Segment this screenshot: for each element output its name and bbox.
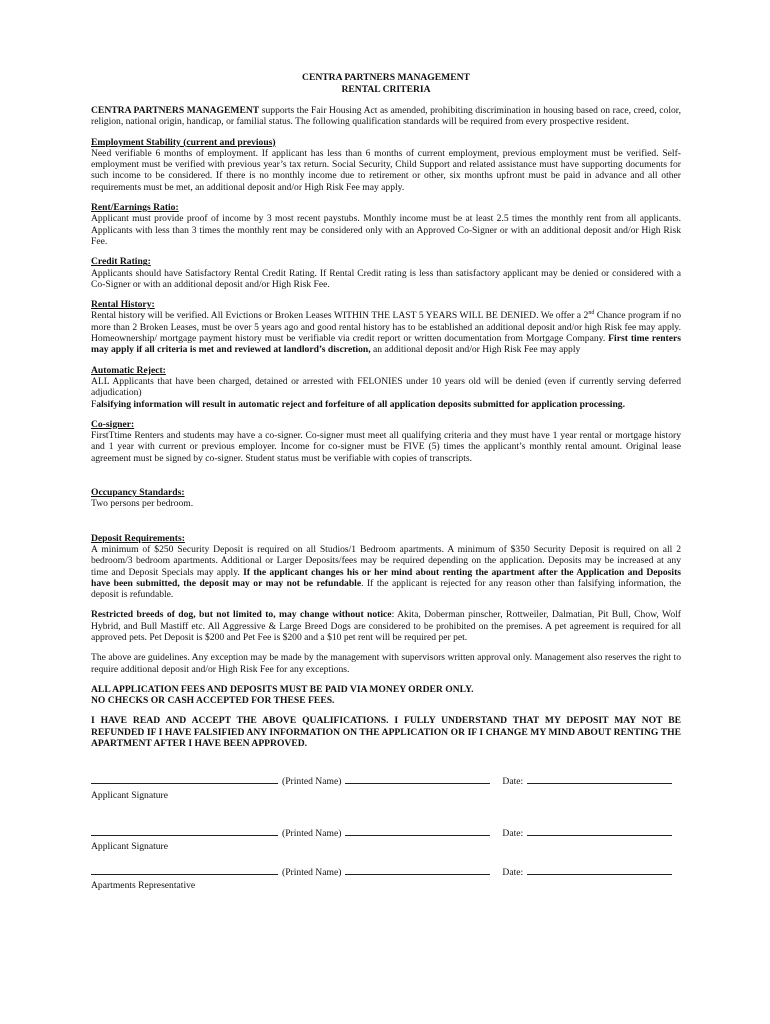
intro-company: CENTRA PARTNERS MANAGEMENT — [91, 105, 260, 116]
deposit-text-1: A minimum of $250 Security Deposit is required on all Studios/1 Bedroom apartments. A minimum of $350 Security Deposit is required on all 2 bedroom/3 bedroom apartments. Additional or Larger Deposits/fees may be required depending on the application. Deposits may be increased at any time and Deposit Specials may apply. — [91, 543, 681, 578]
deposit-section — [91, 533, 681, 601]
rent-earnings-section — [91, 202, 681, 247]
auto-reject-section — [91, 365, 681, 410]
date-line[interactable] — [527, 865, 672, 875]
printed-name-label: (Printed Name) — [282, 776, 342, 788]
date-line[interactable] — [527, 774, 672, 784]
auto-reject-lead: F — [91, 398, 97, 410]
pets-text-body: : Akita, Doberman pinscher, Rottweiler, Dalmatian, Pit Bull, Chow, Wolf Hybrid, and Bull Mastiff etc. All Aggressive & Large Breed Dogs are considered to be prohibited on the premises. A pet agreement is required for all approved pets. Pet Deposit is $200 and Pet Fee is $200 and a $10 pet rent will be required per pet. — [91, 609, 681, 643]
auto-reject-heading: Automatic Reject: — [91, 364, 166, 376]
acknowledgment-section — [91, 715, 681, 749]
signature-line[interactable] — [91, 774, 278, 784]
guidelines-section — [91, 652, 681, 675]
acknowledgment-text: I HAVE READ AND ACCEPT THE ABOVE QUALIFICATIONS. I FULLY UNDERSTAND THAT MY DEPOSIT MAY NOT BE REFUNDED IF I HAVE FALSIFIED ANY INFORMATION ON THE APPLICATION OR IF I CHANGE MY MIND ABOUT RENTING THE APARTMENT AFTER I HAVE BEEN APPROVED. — [91, 715, 681, 750]
deposit-bold: If the applicant changes his or her mind about renting the apartment after the Application and Deposits have been submitted, the deposit may or may not be refundable — [91, 566, 681, 589]
deposit-heading: Deposit Requirements: — [91, 532, 185, 544]
cosigner-text: FirstTtime Renters and students may have a co-signer. Co-signer must meet all qualifying criteria and they must have 1 year rental or mortgage history and 1 year with current or previous employer. Income for co-signer must be FIVE (5) times the applicant’s monthly rental amount. Original lease agreement must be signed by co-signer. Student status must be verifiable with copies of transcripts. — [91, 430, 681, 464]
pets-bold: Restricted breeds of dog, but not limited to, may change without notice — [91, 609, 392, 621]
rental-history-sup: nd — [588, 310, 595, 317]
signature-label: Applicant Signature — [91, 789, 168, 801]
fees-line-2: NO CHECKS OR CASH ACCEPTED FOR THESE FEES. — [91, 695, 335, 707]
signature-line[interactable] — [91, 826, 278, 836]
rental-history-section — [91, 299, 681, 355]
auto-reject-bold-text — [91, 399, 681, 410]
rental-history-text-2: Chance program if no more than 2 Broken Leases, must be over 5 years ago and good rental history has to be established an additional deposit and/or high Risk fee may apply. Homeownership/ mortgage payment history must be verifiable via credit report or written documentation from Mortgage Company. — [91, 310, 681, 345]
document-title: CENTRA PARTNERS MANAGEMENT — [302, 72, 470, 83]
rental-history-text-3: an additional deposit and/or High Risk Fee may apply — [370, 344, 581, 356]
printed-name-line[interactable] — [345, 774, 490, 784]
occupancy-heading: Occupancy Standards: — [91, 487, 185, 499]
deposit-text — [91, 544, 681, 600]
date-label: Date: — [502, 827, 524, 839]
employment-section — [91, 137, 681, 193]
rent-earnings-text: Applicant must provide proof of income by 3 most recent paystubs. Monthly income must be at least 2.5 times the monthly rent from all applicants. Applicants with less than 3 times the monthly rent may be considered only with an Approved Co-Signer or with an additional deposit and/or High Risk Fee. — [91, 213, 681, 247]
auto-reject-text: ALL Applicants that have been charged, detained or arrested with FELONIES under 10 years old will be denied (even if currently serving deferred adjudication) — [91, 375, 681, 399]
signature-block-2 — [91, 826, 681, 853]
employment-text: Need verifiable 6 months of employment. If applicant has less than 6 months of current employment, previous employment must be verified. Self-employment must be verified with previous year’s tax return. Social Security, Child Support and related assistance must have supporting documents for such income to be considered. If there is no monthly income due to retirement or other, six months upfront must be paid in advance and all other requirements must be met, an additional deposit and/or High Risk Fee may apply. — [91, 147, 681, 193]
printed-name-label: (Printed Name) — [282, 827, 342, 839]
fees-section — [91, 684, 681, 707]
auto-reject-bold: alsifying information will result in automatic reject and forfeiture of all application deposits submitted for application processing. — [96, 398, 625, 410]
date-line[interactable] — [527, 826, 672, 836]
signature-line[interactable] — [91, 865, 278, 875]
printed-name-label: (Printed Name) — [282, 866, 342, 878]
intro-text: supports the Fair Housing Act as amended, prohibiting discrimination in housing based on race, creed, color, religion, national origin, handicap, or familial status. The following qualification standards will be required from every prospective resident. — [91, 105, 681, 128]
signature-label: Apartments Representative — [91, 879, 196, 891]
rental-history-bold: First time renters may apply if all criteria is met and reviewed at landlord’s discretion, — [91, 333, 681, 356]
occupancy-text: Two persons per bedroom. — [91, 498, 194, 510]
fees-line-1: ALL APPLICATION FEES AND DEPOSITS MUST BE PAID VIA MONEY ORDER ONLY. — [91, 683, 474, 695]
employment-heading: Employment Stability (current and previous) — [91, 136, 276, 148]
signature-block-1 — [91, 774, 681, 801]
credit-text: Applicants should have Satisfactory Rental Credit Rating. If Rental Credit rating is less than satisfactory applicant may be denied or considered with a Co-Signer or with an additional deposit and/or High Risk Fee. — [91, 267, 681, 290]
deposit-text-2: . If the applicant is rejected for any reason other than falsifying information, the deposit is refundable. — [91, 577, 681, 601]
rent-earnings-heading: Rent/Earnings Ratio: — [91, 202, 179, 214]
pets-text — [91, 609, 681, 643]
document-body — [91, 72, 681, 891]
rental-history-text — [91, 310, 681, 355]
credit-section — [91, 256, 681, 290]
guidelines-text: The above are guidelines. Any exception may be made by the management with supervisors written approval only. Management also reserves the right to require additional deposit and/or High Risk Fee for any exceptions. — [91, 652, 681, 675]
date-label: Date: — [502, 776, 524, 788]
signature-block-3 — [91, 865, 681, 892]
date-label: Date: — [502, 866, 524, 878]
signature-label: Applicant Signature — [91, 841, 168, 853]
cosigner-heading: Co-signer: — [91, 418, 135, 430]
printed-name-line[interactable] — [345, 865, 490, 875]
document-subtitle: RENTAL CRITERIA — [341, 83, 431, 95]
credit-heading: Credit Rating: — [91, 256, 151, 268]
printed-name-line[interactable] — [345, 826, 490, 836]
rental-history-text-1: Rental history will be verified. All Evictions or Broken Leases WITHIN THE LAST 5 YEARS WILL BE DENIED. We offer a 2 — [91, 310, 589, 322]
pets-section — [91, 609, 681, 643]
occupancy-section — [91, 487, 681, 510]
intro-paragraph — [91, 105, 681, 128]
cosigner-section — [91, 419, 681, 464]
rental-history-heading: Rental History: — [91, 299, 155, 311]
